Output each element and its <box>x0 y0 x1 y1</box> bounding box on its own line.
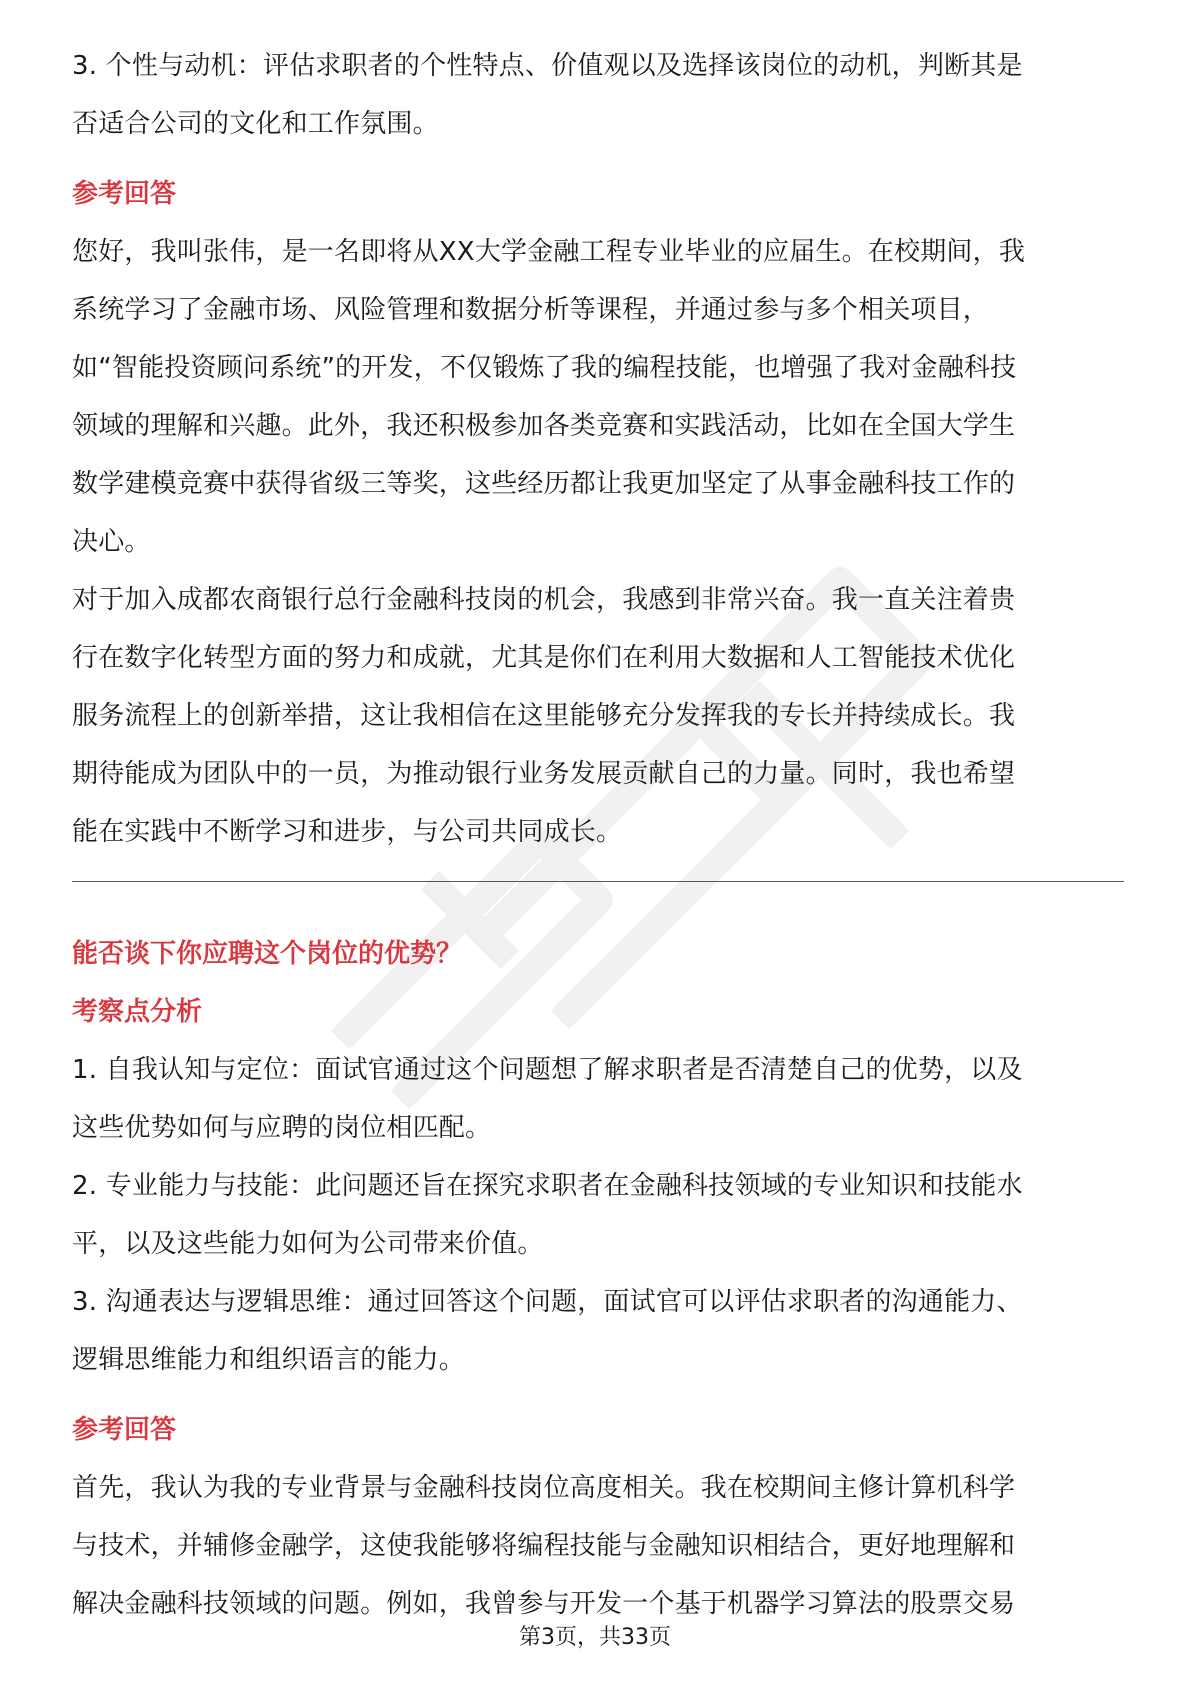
text-line: 数学建模竞赛中获得省级三等奖，这些经历都让我更加坚定了从事金融科技工作的 <box>72 469 1016 499</box>
analysis-point-3 <box>72 37 1124 153</box>
text-line: 1. 自我认知与定位：面试官通过这个问题想了解求职者是否清楚自己的优势，以及 <box>72 1055 1023 1085</box>
analysis-point-3 <box>72 1273 1124 1389</box>
text-line: 领域的理解和兴趣。此外，我还积极参加各类竞赛和实践活动，比如在全国大学生 <box>72 411 1016 441</box>
analysis-point-2 <box>72 1157 1124 1273</box>
text-line: 2. 专业能力与技能：此问题还旨在探究求职者在金融科技领域的专业知识和技能水 <box>72 1171 1023 1201</box>
document-page <box>72 0 1124 1633</box>
text-line: 首先，我认为我的专业背景与金融科技岗位高度相关。我在校期间主修计算机科学 <box>72 1473 1016 1503</box>
text-line: 对于加入成都农商银行总行金融科技岗的机会，我感到非常兴奋。我一直关注着贵 <box>72 585 1016 615</box>
analysis-point-1 <box>72 1041 1124 1157</box>
page-number: 第3页，共33页 <box>519 1625 671 1650</box>
text-line: 决心。 <box>72 527 151 557</box>
answer-heading: 参考回答 <box>72 1415 177 1445</box>
answer-paragraph <box>72 223 1124 571</box>
text-line: 平，以及这些能力如何为公司带来价值。 <box>72 1229 544 1259</box>
answer-paragraph <box>72 1459 1124 1633</box>
text-line: 逻辑思维能力和组织语言的能力。 <box>72 1345 466 1375</box>
answer-heading: 参考回答 <box>72 179 177 209</box>
text-line: 如“智能投资顾问系统”的开发，不仅锻炼了我的编程技能，也增强了我对金融科技 <box>72 353 1017 383</box>
text-line: 期待能成为团队中的一员，为推动银行业务发展贡献自己的力量。同时，我也希望 <box>72 759 1016 789</box>
text-line: 您好，我叫张伟，是一名即将从XX大学金融工程专业毕业的应届生。在校期间，我 <box>72 237 1026 267</box>
question-heading: 能否谈下你应聘这个岗位的优势？ <box>72 939 463 969</box>
text-line: 这些优势如何与应聘的岗位相匹配。 <box>72 1113 492 1143</box>
text-line: 系统学习了金融市场、风险管理和数据分析等课程，并通过参与多个相关项目， <box>72 295 990 325</box>
text-line: 服务流程上的创新举措，这让我相信在这里能够充分发挥我的专长并持续成长。我 <box>72 701 1016 731</box>
answer-paragraph <box>72 571 1124 861</box>
analysis-heading: 考察点分析 <box>72 997 203 1027</box>
text-line: 与技术，并辅修金融学，这使我能够将编程技能与金融知识相结合，更好地理解和 <box>72 1531 1016 1561</box>
text-line: 解决金融科技领域的问题。例如，我曾参与开发一个基于机器学习算法的股票交易 <box>72 1589 1016 1619</box>
text-line: 能在实践中不断学习和进步，与公司共同成长。 <box>72 817 623 847</box>
text-line: 否适合公司的文化和工作氛围。 <box>72 109 439 139</box>
text-line: 行在数字化转型方面的努力和成就，尤其是你们在利用大数据和人工智能技术优化 <box>72 643 1016 673</box>
text-line: 3. 个性与动机：评估求职者的个性特点、价值观以及选择该岗位的动机，判断其是 <box>72 51 1023 81</box>
text-line: 3. 沟通表达与逻辑思维：通过回答这个问题，面试官可以评估求职者的沟通能力、 <box>72 1287 1023 1317</box>
section-divider <box>72 881 1124 882</box>
